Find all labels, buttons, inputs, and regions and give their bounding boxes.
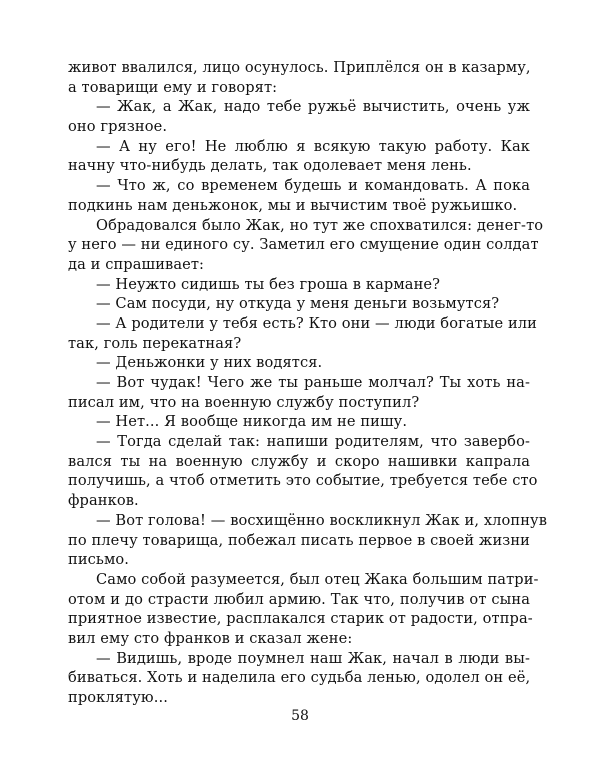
text-line: по плечу товарища, побежал писать первое в своей жизни bbox=[68, 531, 530, 549]
text-line: — Сам посуди, ну откуда у меня деньги возьмутся? bbox=[96, 295, 500, 313]
text-line: подкинь нам деньжонок, мы и вычистим твоё ружьишко. bbox=[68, 196, 518, 214]
text-line: у него — ни единого су. Заметил его смущение один солдат bbox=[68, 236, 539, 254]
page-number: 58 bbox=[291, 708, 309, 724]
text-line: — А родители у тебя есть? Кто они — люди богатые или bbox=[96, 314, 538, 332]
text-line: а товарищи ему и говорят: bbox=[68, 78, 278, 96]
text-line: Само собой разумеется, был отец Жака большим патри- bbox=[96, 570, 539, 588]
text-line: начну что-нибудь делать, так одолевает меня лень. bbox=[68, 157, 472, 175]
text-line: да и спрашивает: bbox=[68, 255, 205, 273]
text-line: — Вот чудак! Чего же ты раньше молчал? Ты хоть на- bbox=[96, 374, 530, 391]
page-body-text bbox=[68, 58, 548, 708]
text-line: проклятую... bbox=[68, 689, 168, 706]
text-line: биваться. Хоть и наделила его судьба ленью, одолел он её, bbox=[68, 669, 531, 687]
text-line: — Жак, а Жак, надо тебе ружьё вычистить, очень уж bbox=[96, 98, 530, 116]
text-line: приятное известие, расплакался старик от радости, отпра- bbox=[68, 610, 533, 628]
text-line: так, голь перекатная? bbox=[68, 334, 242, 352]
text-line: — Видишь, вроде поумнел наш Жак, начал в люди вы- bbox=[96, 649, 530, 667]
text-line: — Тогда сделай так: напиши родителям, что завербо- bbox=[96, 433, 530, 451]
text-line: — А ну его! Не люблю я всякую такую работу. Как bbox=[96, 137, 530, 155]
text-line: — Нет... Я вообще никогда им не пишу. bbox=[96, 413, 408, 431]
text-line: — Неужто сидишь ты без гроша в кармане? bbox=[96, 275, 441, 293]
text-line: — Деньжонки у них водятся. bbox=[96, 354, 323, 372]
text-line: получишь, а чтоб отметить это событие, требуется тебе сто bbox=[68, 472, 538, 490]
text-line: письмо. bbox=[68, 551, 130, 569]
text-line: писал им, что на военную службу поступил? bbox=[68, 393, 420, 411]
text-line: оно грязное. bbox=[68, 118, 168, 136]
text-line: — Что ж, со временем будешь и командовать. А пока bbox=[96, 177, 530, 195]
text-line: вил ему сто франков и сказал жене: bbox=[68, 629, 353, 647]
text-line: живот ввалился, лицо осунулось. Приплёлся он в казарму, bbox=[68, 59, 531, 76]
text-line: — Вот голова! — восхищённо воскликнул Жак и, хлопнув bbox=[96, 511, 548, 529]
text-line: Обрадовался было Жак, но тут же спохватился: денег-то bbox=[96, 216, 544, 234]
text-line: франков. bbox=[68, 492, 139, 510]
text-line: вался ты на военную службу и скоро нашивки капрала bbox=[68, 452, 530, 470]
text-line: отом и до страсти любил армию. Так что, получив от сына bbox=[68, 590, 530, 608]
